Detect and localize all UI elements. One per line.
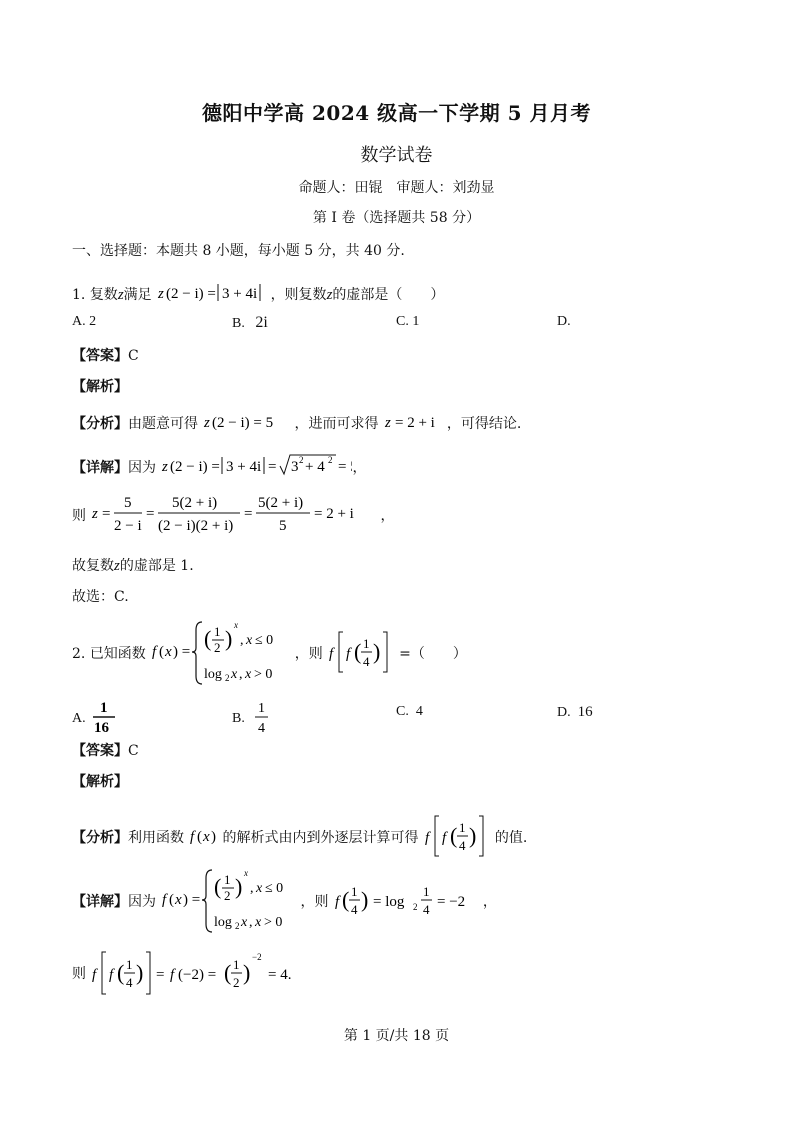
svg-text:=: =	[102, 506, 111, 522]
q1-fenxi-formula-2	[383, 411, 447, 433]
q2-target-formula	[327, 628, 399, 676]
q2-detail-piecewise	[160, 866, 300, 934]
svg-text:): )	[211, 829, 217, 845]
svg-text:,: ,	[250, 881, 254, 896]
svg-text:3: 3	[291, 459, 299, 475]
svg-text:4: 4	[458, 838, 466, 853]
svg-text:1: 1	[257, 701, 265, 716]
q1-conclusion: 故复数z的虚部是 1.	[72, 558, 194, 574]
svg-text:16: 16	[94, 720, 110, 736]
svg-text:= −2: = −2	[436, 894, 466, 910]
svg-text:f: f	[329, 646, 334, 662]
svg-text:=: =	[146, 506, 155, 522]
svg-text:1: 1	[126, 957, 133, 972]
svg-text:f: f	[424, 830, 430, 846]
svg-text:z: z	[158, 286, 164, 302]
svg-text:,: ,	[240, 633, 244, 648]
q2-option-d: D. 16	[557, 704, 593, 720]
q1-detail-formula	[160, 452, 352, 480]
svg-text:): )	[235, 874, 243, 899]
svg-text:4: 4	[257, 721, 265, 736]
q1-fenxi-formula-1	[202, 411, 294, 433]
svg-text:=: =	[156, 967, 165, 983]
svg-text:log: log	[214, 915, 233, 930]
svg-text:f: f	[170, 967, 175, 983]
q1-analysis-tag: 【解析】	[72, 379, 128, 395]
q2-fenxi-fx	[188, 825, 222, 847]
svg-text:) =: ) =	[173, 644, 191, 660]
svg-text:(: (	[117, 960, 125, 985]
svg-text:(: (	[214, 874, 222, 899]
svg-text:): )	[136, 960, 144, 985]
q2-option-b: B. 1 4	[232, 698, 272, 736]
svg-text:f: f	[441, 830, 447, 846]
svg-text:1: 1	[363, 636, 370, 651]
svg-text:=: =	[268, 459, 277, 475]
svg-text:1: 1	[224, 872, 231, 887]
q2-option-c: C. 4	[396, 704, 423, 719]
svg-text:z: z	[204, 415, 211, 431]
svg-text:(: (	[169, 892, 175, 908]
svg-text:= 2 + i: = 2 + i	[394, 415, 435, 431]
svg-text:2: 2	[299, 455, 304, 465]
q2-analysis-tag: 【解析】	[72, 774, 128, 790]
svg-text:f: f	[109, 967, 114, 983]
q2-stem: 2. 已知函数 f ( x ) = ( 1 2 ) x , x ≤ 0 log 2 x , x > 0 ，则 f f ( 1 4 ) =（ ）	[72, 618, 467, 686]
svg-text:1: 1	[350, 884, 358, 899]
svg-text:2: 2	[233, 975, 240, 990]
q2-answer: 【答案】C	[72, 743, 139, 759]
svg-text:2 − i: 2 − i	[114, 518, 143, 534]
svg-text:(: (	[449, 823, 458, 848]
svg-text:): )	[360, 887, 369, 912]
svg-text:(2 − i) =: (2 − i) =	[166, 286, 216, 302]
svg-text:(: (	[224, 960, 232, 985]
svg-text:x: x	[246, 633, 253, 648]
svg-text:> 0: > 0	[254, 667, 273, 682]
svg-text:f: f	[334, 894, 340, 910]
q2-option-b-fraction	[252, 698, 272, 736]
svg-text:1: 1	[233, 957, 240, 972]
svg-text:1: 1	[422, 884, 430, 899]
svg-text:≤ 0: ≤ 0	[265, 881, 284, 896]
svg-text:−2: −2	[252, 952, 263, 962]
page-footer: 第 1 页/共 18 页	[343, 1028, 450, 1044]
svg-text:(: (	[159, 644, 165, 660]
svg-text:4: 4	[363, 654, 370, 669]
q1-stem: 1. 复数z满足 z (2 − i) = 3 + 4i ，则复数z的虚部是（ ）	[72, 282, 444, 304]
q1-option-a: A. 2	[72, 314, 97, 329]
svg-text:(: (	[204, 626, 212, 651]
svg-text:z: z	[384, 415, 391, 431]
svg-text:(2 − i)(2 + i): (2 − i)(2 + i)	[158, 518, 234, 534]
q1-answer: 【答案】C	[72, 348, 139, 364]
svg-text:x: x	[244, 868, 249, 878]
svg-text:(: (	[354, 639, 362, 664]
svg-text:5: 5	[124, 495, 132, 511]
q2-final-formula	[90, 948, 330, 998]
q2-fenxi: 【分析】利用函数 f ( x ) 的解析式由内到外逐层计算可得 f f ( 1 4 ) 的值.	[72, 812, 527, 860]
svg-text:2: 2	[412, 902, 418, 912]
q2-fenxi-target	[423, 812, 495, 860]
q1-option-d: D.	[557, 314, 571, 329]
svg-text:= 5: =	[338, 459, 347, 475]
svg-text:x: x	[245, 667, 252, 682]
q1-fenxi: 【分析】由题意可得 z (2 − i) = 5 ，进而可求得 z = 2 + i ，可得结论.	[72, 411, 521, 433]
q2-option-a: A. 1 16	[72, 698, 119, 736]
svg-text:= log: = log	[372, 894, 405, 910]
svg-text:+ 4: + 4	[305, 459, 326, 475]
svg-text:f: f	[152, 644, 157, 660]
svg-text:2: 2	[214, 640, 221, 655]
svg-text:f: f	[346, 646, 351, 662]
svg-text:): )	[468, 823, 477, 848]
q2-piecewise-formula	[150, 618, 290, 686]
q1-detail: 【详解】因为 z (2 − i) = 3 + 4i = 3 2 + 4 2 = ，	[72, 452, 366, 480]
svg-text:5: 5	[279, 518, 287, 534]
svg-text:1: 1	[100, 700, 108, 716]
svg-text:x: x	[165, 644, 172, 660]
svg-text:1: 1	[458, 820, 466, 835]
svg-text:(2 − i) =: (2 − i) =	[170, 459, 221, 475]
svg-text:(: (	[341, 887, 350, 912]
svg-text:5(2 + i): 5(2 + i)	[258, 495, 304, 511]
svg-text:,: ,	[239, 667, 243, 682]
authors-line: 命题人：田锟 审题人：刘劲显	[298, 180, 495, 196]
svg-text:(−2) =: (−2) =	[178, 967, 217, 983]
q1-fraction-formula	[90, 490, 380, 538]
svg-text:) =: ) =	[183, 892, 201, 908]
svg-text:z: z	[162, 459, 169, 475]
svg-text:4: 4	[422, 902, 430, 917]
svg-text:= 4.: = 4.	[268, 967, 292, 983]
svg-text:x: x	[234, 620, 239, 630]
svg-text:5(2 + i): 5(2 + i)	[172, 495, 218, 511]
q1-option-c: C. 1	[396, 314, 420, 329]
svg-text:≤ 0: ≤ 0	[255, 633, 274, 648]
svg-text:3 + 4i: 3 + 4i	[222, 286, 258, 302]
svg-text:> 0: > 0	[264, 915, 283, 930]
svg-text:x: x	[175, 892, 183, 908]
svg-text:,: ,	[249, 915, 253, 930]
q1-choose: 故选：C.	[72, 589, 129, 605]
svg-text:2: 2	[224, 888, 231, 903]
svg-text:x: x	[255, 915, 262, 930]
svg-text:2: 2	[235, 921, 240, 931]
q1-option-b: B. 2i	[232, 314, 268, 331]
svg-text:3 + 4i: 3 + 4i	[226, 459, 262, 475]
svg-text:x: x	[231, 667, 238, 682]
svg-text:2: 2	[328, 455, 333, 465]
svg-text:log: log	[204, 667, 223, 682]
svg-text:f: f	[190, 829, 195, 845]
svg-text:=: =	[244, 506, 253, 522]
svg-text:): )	[373, 639, 381, 664]
svg-text:4: 4	[350, 902, 358, 917]
q2-detail: 【详解】因为 f ( x ) = ( 1 2 ) x , x ≤ 0 log 2 x , x > 0 ，则 f ( 1 4 ) = log 2 1 4 = −2 ，	[72, 866, 497, 934]
svg-text:): )	[243, 960, 251, 985]
svg-text:f: f	[162, 892, 167, 908]
section-heading: 一、选择题：本题共 8 小题，每小题 5 分，共 40 分.	[72, 243, 405, 259]
q2-detail-formula	[333, 876, 483, 924]
svg-text:x: x	[241, 915, 248, 930]
svg-text:f: f	[92, 967, 97, 983]
svg-text:1: 1	[214, 624, 221, 639]
svg-text:(: (	[197, 829, 203, 845]
svg-text:z: z	[92, 506, 99, 522]
svg-text:x: x	[203, 829, 211, 845]
q2-final: 则 f f ( 1 4 ) = f (−2) = ( 1 2 ) −2 = 4.	[72, 948, 330, 998]
q2-option-a-fraction	[89, 698, 119, 736]
volume-line: 第 I 卷（选择题共 58 分）	[312, 210, 481, 226]
svg-text:(2 − i) = 5: (2 − i) = 5	[212, 415, 274, 431]
svg-text:x: x	[256, 881, 263, 896]
svg-text:= 2 + i: = 2 + i	[314, 506, 355, 522]
exam-title: 德阳中学高 2024 级高一下学期 5 月月考	[202, 101, 591, 125]
svg-text:2: 2	[225, 673, 230, 683]
svg-text:4: 4	[126, 975, 133, 990]
q1-fraction-line: 则 z = 5 2 − i = 5(2 + i) (2 − i)(2 + i) = 5(2 + i) 5 = 2 + i ，	[72, 490, 394, 538]
exam-subtitle: 数学试卷	[360, 145, 433, 166]
q1-condition-formula	[156, 282, 266, 304]
svg-text:): )	[225, 626, 233, 651]
